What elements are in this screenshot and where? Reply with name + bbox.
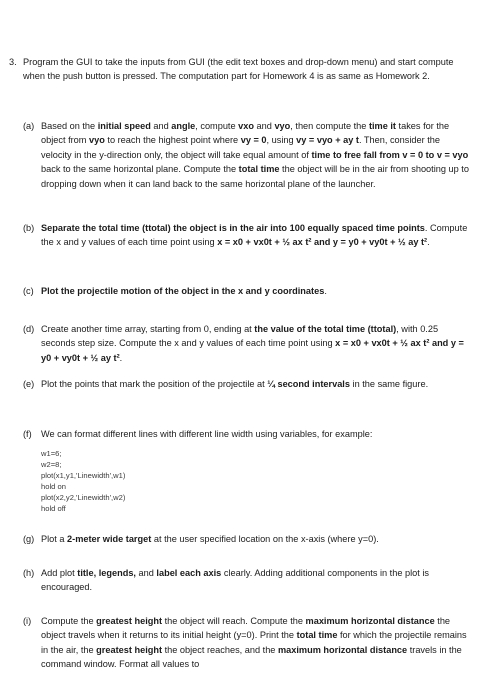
code-line: w2=8; (41, 460, 62, 470)
part-f (23, 427, 470, 441)
part-e (23, 377, 470, 391)
part-body: Plot the points that mark the position of the projectile at ¼ second intervals in the same figure. (41, 379, 429, 389)
part-label: (i) (23, 616, 32, 626)
part-a (23, 119, 470, 191)
part-body: Plot the projectile motion of the object in the x and y coordinates. (41, 286, 327, 296)
code-line: hold on (41, 482, 66, 492)
part-label: (c) (23, 286, 34, 296)
part-d (23, 322, 470, 365)
part-body: We can format different lines with different line width using variables, for example: (41, 429, 373, 439)
part-label: (h) (23, 568, 35, 578)
part-c (23, 284, 470, 298)
part-body: Based on the initial speed and angle, compute vxo and vyo, then compute the time it takes for the object from vyo to reach the highest point where vy = 0, using vy = vyo + ay t. Then, consider the velocity in the y-direction only, the object will take equal amount of time to free fall from v = 0 to v = vyo back to the same horizontal plane. Compute the total time the object will be in the air from shooting up to dropping down when it can land back to the same horizontal plane of the launcher. (41, 121, 469, 189)
part-label: (f) (23, 429, 32, 439)
part-body: Plot a 2-meter wide target at the user specified location on the x-axis (where y=0). (41, 534, 379, 544)
code-line: w1=6; (41, 449, 62, 458)
part-body: Create another time array, starting from 0, ending at the value of the total time (ttotal), with 0.25 seconds step size. Compute the x and y values of each time point using x = x0 + vx0t + ½ ax t² and y = y0 + vy0t + ½ ay t². (41, 324, 464, 363)
part-label: (d) (23, 324, 35, 334)
part-label: (a) (23, 121, 35, 131)
part-label: (g) (23, 534, 35, 544)
part-body: Add plot title, legends, and label each axis clearly. Adding additional components in the plot is encouraged. (41, 568, 429, 593)
part-b (23, 221, 470, 250)
part-body: Separate the total time (ttotal) the object is in the air into 100 equally spaced time points. Compute the x and y values of each time point using x = x0 + vx0t + ½ ax t² and y = y0 + vy0t + ½ ay t². (41, 223, 468, 248)
part-i (23, 614, 470, 672)
question-number: 3. (9, 57, 17, 67)
question-intro: Program the GUI to take the inputs from GUI (the edit text boxes and drop-down menu) and start compute when the push button is pressed. The computation part for Homework 4 is as same as Homework 2. (23, 57, 454, 81)
code-line: plot(x2,y2,'Linewidth',w2) (41, 493, 126, 503)
code-example (41, 448, 341, 515)
code-line: plot(x1,y1,'Linewidth',w1) (41, 471, 126, 481)
part-label: (b) (23, 223, 35, 233)
part-body: Compute the greatest height the object will reach. Compute the maximum horizontal distance the object travels when it returns to its initial height (y=0). Print the total time for which the projectile remains in the air, the greatest height the object reaches, and the maximum horizontal distance travels in the command window. Format all values to (41, 616, 467, 670)
part-h (23, 566, 470, 595)
part-label: (e) (23, 379, 35, 389)
code-line: hold off (41, 504, 66, 514)
part-g (23, 532, 470, 546)
